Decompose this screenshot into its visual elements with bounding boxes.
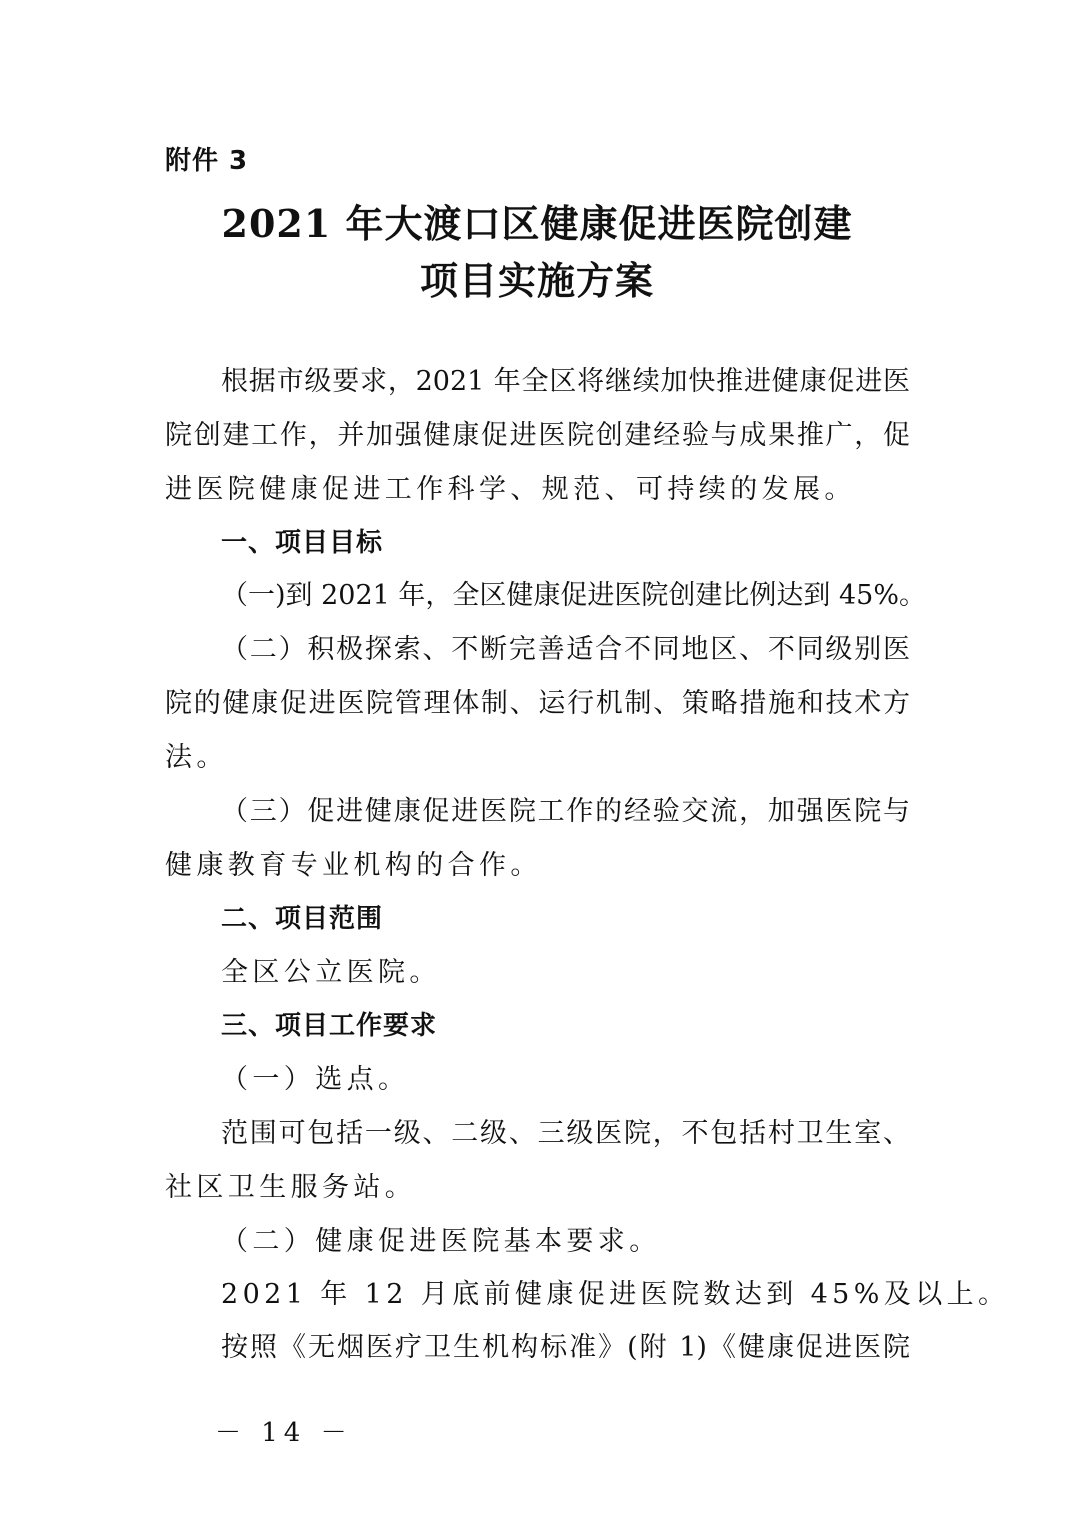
section-heading: 一、项目目标 xyxy=(221,528,384,558)
paragraph-line: 进医院健康促进工作科学、规范、可持续的发展。 xyxy=(165,474,856,505)
paragraph-line: 院的健康促进医院管理体制、运行机制、策略措施和技术方 xyxy=(165,688,910,719)
paragraph-line: 范围可包括一级、二级、三级医院，不包括村卫生室、 xyxy=(221,1118,910,1149)
section-heading: 三、项目工作要求 xyxy=(221,1011,438,1041)
paragraph-line: （一）选点。 xyxy=(221,1064,410,1095)
paragraph-line: 全区公立医院。 xyxy=(221,957,441,988)
paragraph-line: 根据市级要求，2021 年全区将继续加快推进健康促进医 xyxy=(221,366,910,397)
attachment-label: 附件 3 xyxy=(165,146,249,176)
paragraph-line: 2021 年 12 月底前健康促进医院数达到 45%及以上。 xyxy=(221,1279,1010,1310)
page-number: － 14 － xyxy=(215,1418,353,1448)
section-heading: 二、项目范围 xyxy=(221,904,384,934)
paragraph-line: 法。 xyxy=(165,742,228,773)
paragraph-line: （一)到 2021 年，全区健康促进医院创建比例达到 45%。 xyxy=(221,580,927,611)
paragraph-line: （二）健康促进医院基本要求。 xyxy=(221,1226,661,1257)
document-title-line-1: 2021 年大渡口区健康促进医院创建 xyxy=(221,201,853,246)
paragraph-line: 按照《无烟医疗卫生机构标准》(附 1)《健康促进医院 xyxy=(221,1332,910,1363)
document-title-line-2: 项目实施方案 xyxy=(419,258,654,303)
paragraph-line: （二）积极探索、不断完善适合不同地区、不同级别医 xyxy=(221,634,910,665)
paragraph-line: 院创建工作，并加强健康促进医院创建经验与成果推广，促 xyxy=(165,420,910,451)
paragraph-line: 健康教育专业机构的合作。 xyxy=(165,850,542,881)
paragraph-line: 社区卫生服务站。 xyxy=(165,1172,417,1203)
paragraph-line: （三）促进健康促进医院工作的经验交流，加强医院与 xyxy=(221,796,910,827)
